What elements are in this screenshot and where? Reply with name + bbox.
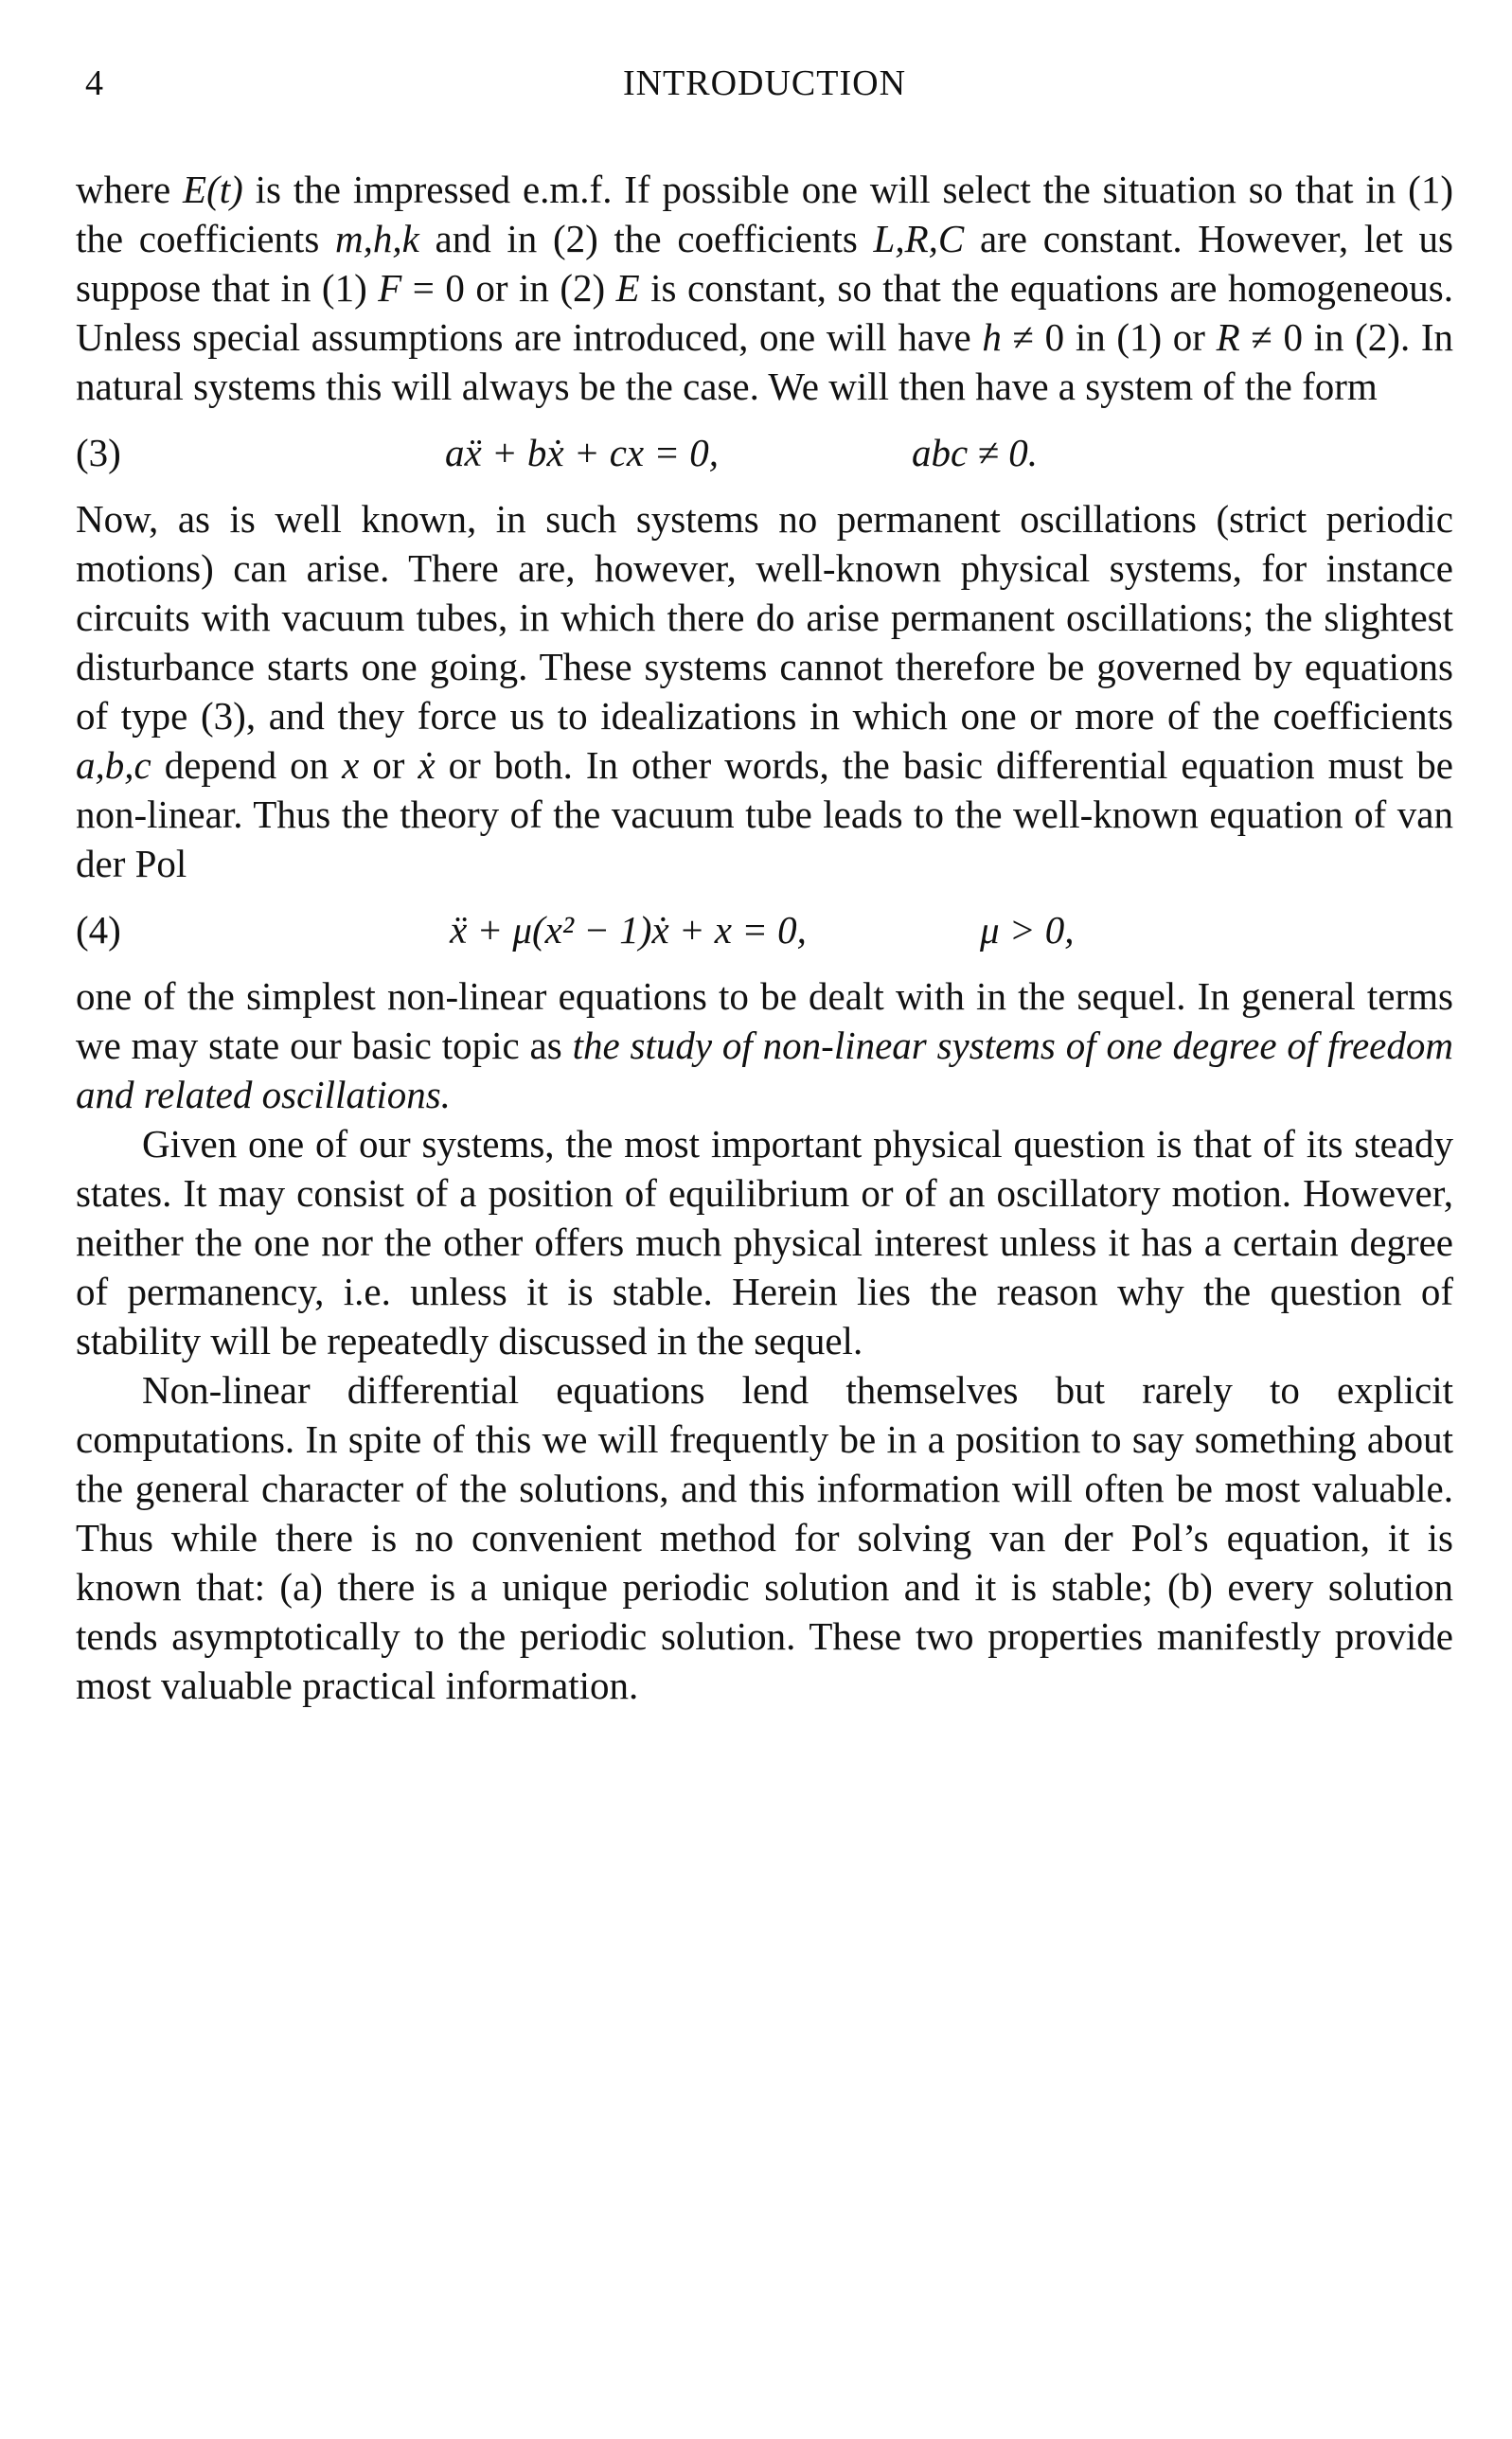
equation-condition: μ > 0, xyxy=(980,908,1075,952)
paragraph-3: one of the simplest non-linear equations to be dealt with in the sequel. In general terms we may state our basic topic as the study of non-linear systems of one degree of freedom and related oscillations. xyxy=(76,974,1453,1116)
paragraph-5: Non-linear differential equations lend themselves but rarely to explicit computations. In spite of this we will frequently be in a position to say something about the general character of the solutions, and this information will often be most valuable. Thus while there is no convenient method for solving van der Pol’s equation, it is known that: (a) there is a unique periodic solution and it is stable; (b) every solution tends asymptotically to the periodic solution. These two properties manifestly provide most valuable practical information. xyxy=(76,1368,1453,1707)
equation-condition: abc ≠ 0. xyxy=(912,431,1038,474)
paragraph-1: where E(t) is the impressed e.m.f. If possible one will select the situation so that in (1) the coefficients m,h,k and in (2) the coefficients L,R,C are constant. However, let us suppose that in (1) F = 0 or in (2) E is constant, so that the equations are homogeneous. Unless special assumptions are introduced, one will have h ≠ 0 in (1) or R ≠ 0 in (2). In natural systems this will always be the case. We will then have a system of the form xyxy=(76,168,1454,408)
equation-body: aẍ + bẋ + cx = 0, xyxy=(445,431,720,474)
page-header xyxy=(76,57,1453,114)
equation-number: (4) xyxy=(76,908,121,952)
running-title: INTRODUCTION xyxy=(622,63,907,103)
equation-number: (3) xyxy=(76,431,121,474)
book-page xyxy=(76,57,1453,1710)
paragraph-2: Now, as is well known, in such systems no permanent oscillations (strict periodic motions) can arise. There are, however, well-known physical systems, for instance circuits with vacuum tubes, in which there do arise permanent oscillations; the slightest disturbance starts one going. These systems cannot therefore be governed by equations of type (3), and they force us to idealizations in which one or more of the coefficients a,b,c depend on x or ẋ or both. In other words, the basic differential equation must be non-linear. Thus the theory of the vacuum tube leads to the well-known equation of van der Pol xyxy=(76,497,1453,885)
page-number: 4 xyxy=(85,63,103,103)
page-body xyxy=(76,165,1453,1710)
equation-3 xyxy=(76,428,1453,477)
paragraph-4: Given one of our systems, the most important physical question is that of its steady states. It may consist of a position of equilibrium or of an oscillatory motion. However, neither the one nor the other offers much physical interest unless it has a certain degree of permanency, i.e. unless it is stable. Herein lies the reason why the question of stability will be repeatedly discussed in the sequel. xyxy=(76,1122,1453,1362)
equation-body: ẍ + μ(x² − 1)ẋ + x = 0, xyxy=(450,908,807,952)
equation-4 xyxy=(76,905,1453,954)
